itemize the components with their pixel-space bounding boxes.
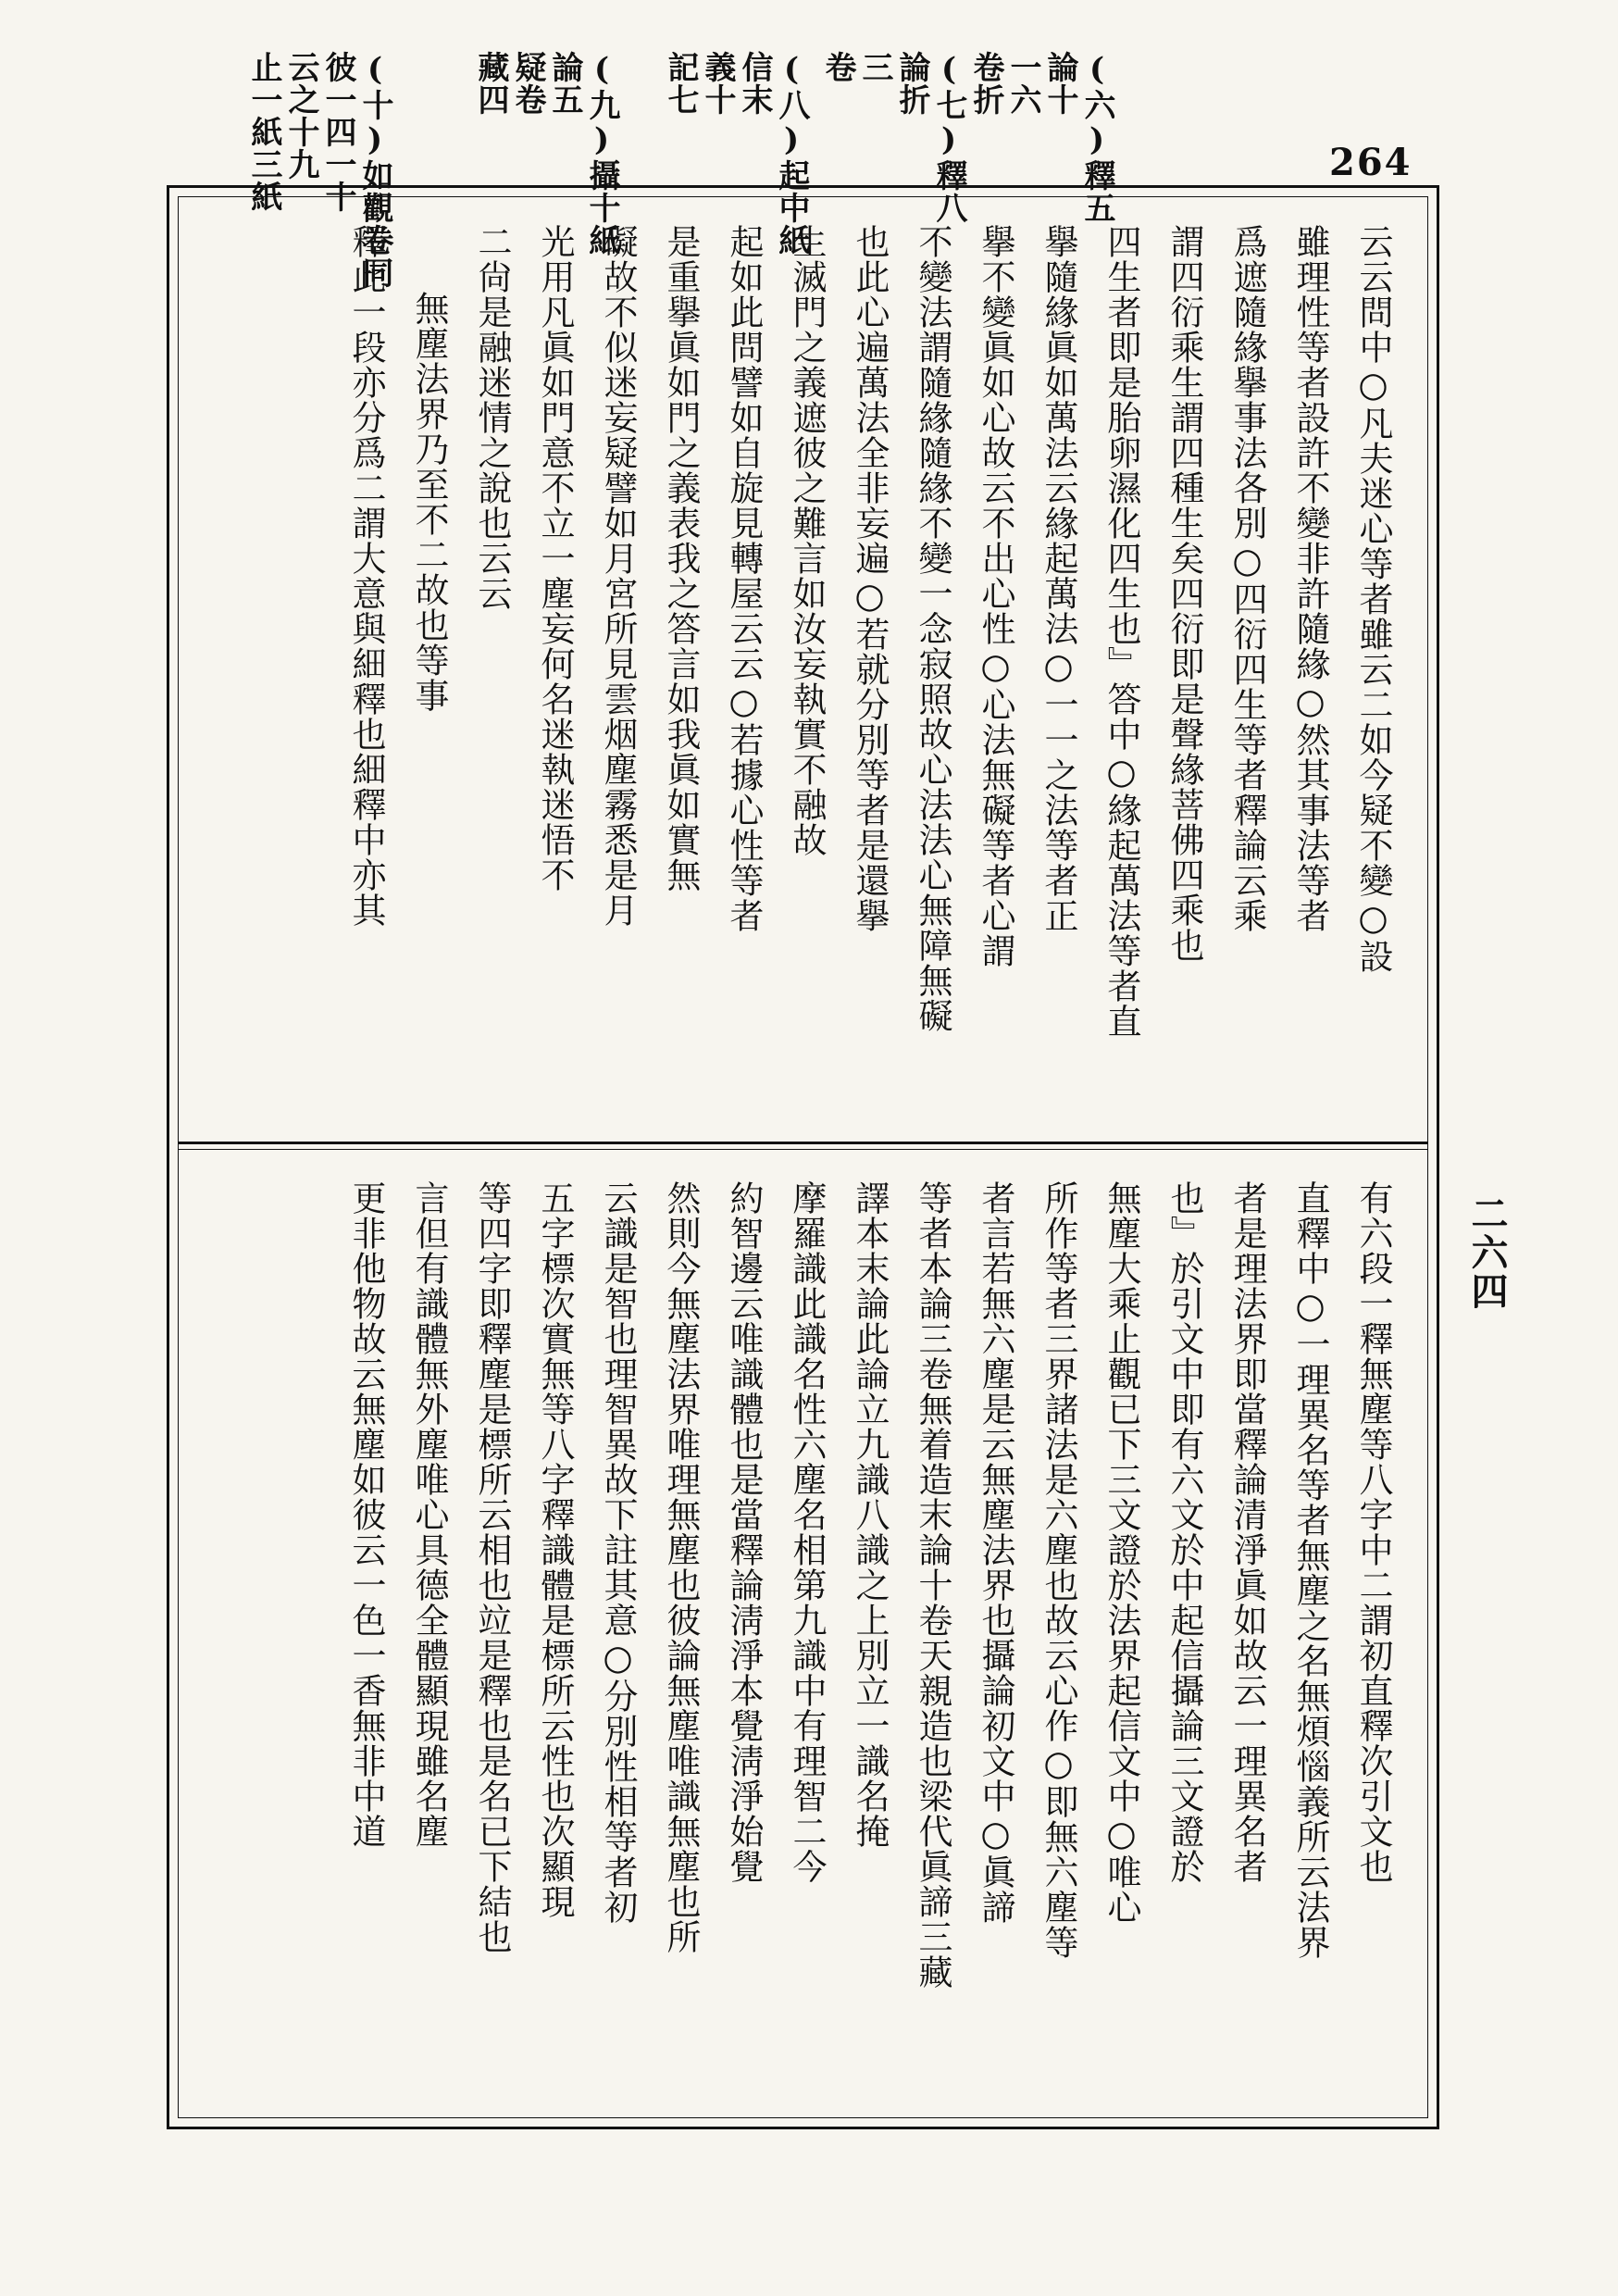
text-column: 不變法謂隨緣隨緣不變一念寂照故心法法心無障無礙	[913, 224, 952, 1033]
page-number: 264	[1329, 141, 1413, 184]
text-column: 有六段一釋無塵等八字中二謂初直釋次引文也	[1353, 1180, 1393, 1884]
text-frame	[167, 185, 1439, 2129]
text-column: 無塵大乘止觀已下三文證於法界起信文中○唯心	[1101, 1180, 1141, 1925]
text-column: 譯本末論此論立九識八識之上別立一識名掩	[850, 1180, 890, 1849]
text-column: 等者本論三卷無着造末論十卷天親造也梁代眞諦三藏	[913, 1180, 952, 1990]
text-column: 也』於引文中即有六文於中起信攝論三文證於	[1164, 1180, 1204, 1884]
section-divider	[178, 1142, 1428, 1144]
text-column: 摩羅識此識名性六塵名相第九識中有理智二今	[787, 1180, 827, 1884]
text-column: 五字標次實無等八字釋識體是標所云性也次顯現	[535, 1180, 575, 1919]
header-note-3: (八)起中紙 信末 義十 記七	[662, 51, 810, 256]
text-column: 更非他物故云無塵如彼云一色一香無非中道	[346, 1180, 386, 1849]
text-column: 謂四衍乘生謂四種生矣四衍即是聲緣菩佛四乘也	[1164, 224, 1204, 963]
text-column: 爲遮隨緣擧事法各別○四衍四生等者釋論云乘	[1227, 224, 1267, 933]
text-column: 四生者即是胎卵濕化四生也』答中○緣起萬法等者直	[1101, 224, 1141, 1039]
text-column: 光用凡眞如門意不立一塵妄何名迷執迷悟不	[535, 224, 575, 892]
header-note-2: (九)攝十紙 論五 疑卷 藏四	[472, 51, 620, 256]
text-column: 起如此問譬如自旋見轉屋云云○若據心性等者	[724, 224, 764, 933]
header-note-4: (七)釋八 論折 三 卷	[819, 51, 967, 224]
text-column: 礙故不似迷妄疑譬如月宮所見雲烟塵霧悉是月	[598, 224, 638, 928]
text-column: 者言若無六塵是云無塵法界也攝論初文中○眞諦	[976, 1180, 1015, 1925]
text-column: 言但有識體無外塵唯心具德全體顯現雖名塵	[409, 1180, 449, 1849]
text-column: 等四字即釋塵是標所云相也竝是釋也是名已下結也	[472, 1180, 512, 1954]
bottom-text-panel	[205, 1180, 1404, 2074]
side-page-marker: 二六四	[1465, 1194, 1509, 1311]
text-column: 云識是智也理智異故下註其意○分別性相等者初	[598, 1180, 638, 1925]
text-column: 約智邊云唯識體也是當釋論淸淨本覺淸淨始覺	[724, 1180, 764, 1884]
text-column: 所作等者三界諸法是六塵也故云心作○即無六塵等	[1039, 1180, 1078, 1960]
top-text-panel	[205, 224, 1404, 1117]
section-divider-thin	[178, 1149, 1428, 1150]
text-column: 擧隨緣眞如萬法云緣起萬法○一一之法等者正	[1039, 224, 1078, 933]
text-column: 云云問中○凡夫迷心等者雖云二如今疑不變○設	[1353, 224, 1393, 974]
text-column: 是重擧眞如門之義表我之答言如我眞如實無	[661, 224, 701, 892]
text-column: 者是理法界即當釋論清淨眞如故云一理異名者	[1227, 1180, 1267, 1884]
text-column: 然則今無塵法界唯理無塵也彼論無塵唯識無塵也所	[661, 1180, 701, 1954]
text-column: 生滅門之義遮彼之難言如汝妄執實不融故	[787, 224, 827, 857]
text-column: 擧不變眞如心故云不出心性○心法無礙等者心謂	[976, 224, 1015, 968]
text-column: 釋此一段亦分爲二謂大意與細釋也細釋中亦其	[346, 224, 386, 928]
text-column: 二尙是融迷情之說也云云	[472, 224, 512, 611]
text-column: 直釋中○一理異名等者無塵之名無煩惱義所云法界	[1290, 1180, 1330, 1960]
text-column: 雖理性等者設許不變非許隨緣○然其事法等者	[1290, 224, 1330, 933]
text-column: 也此心遍萬法全非妄遍○若就分別等者是還擧	[850, 224, 890, 933]
section-heading: 無塵法界乃至不二故也等事	[409, 291, 449, 713]
header-note-5: (六)釋五 論十 一六 卷折	[967, 51, 1115, 224]
header-note-1: (十)如觀卷同 彼一四一十 云之十九 止一紙三紙	[245, 51, 393, 289]
